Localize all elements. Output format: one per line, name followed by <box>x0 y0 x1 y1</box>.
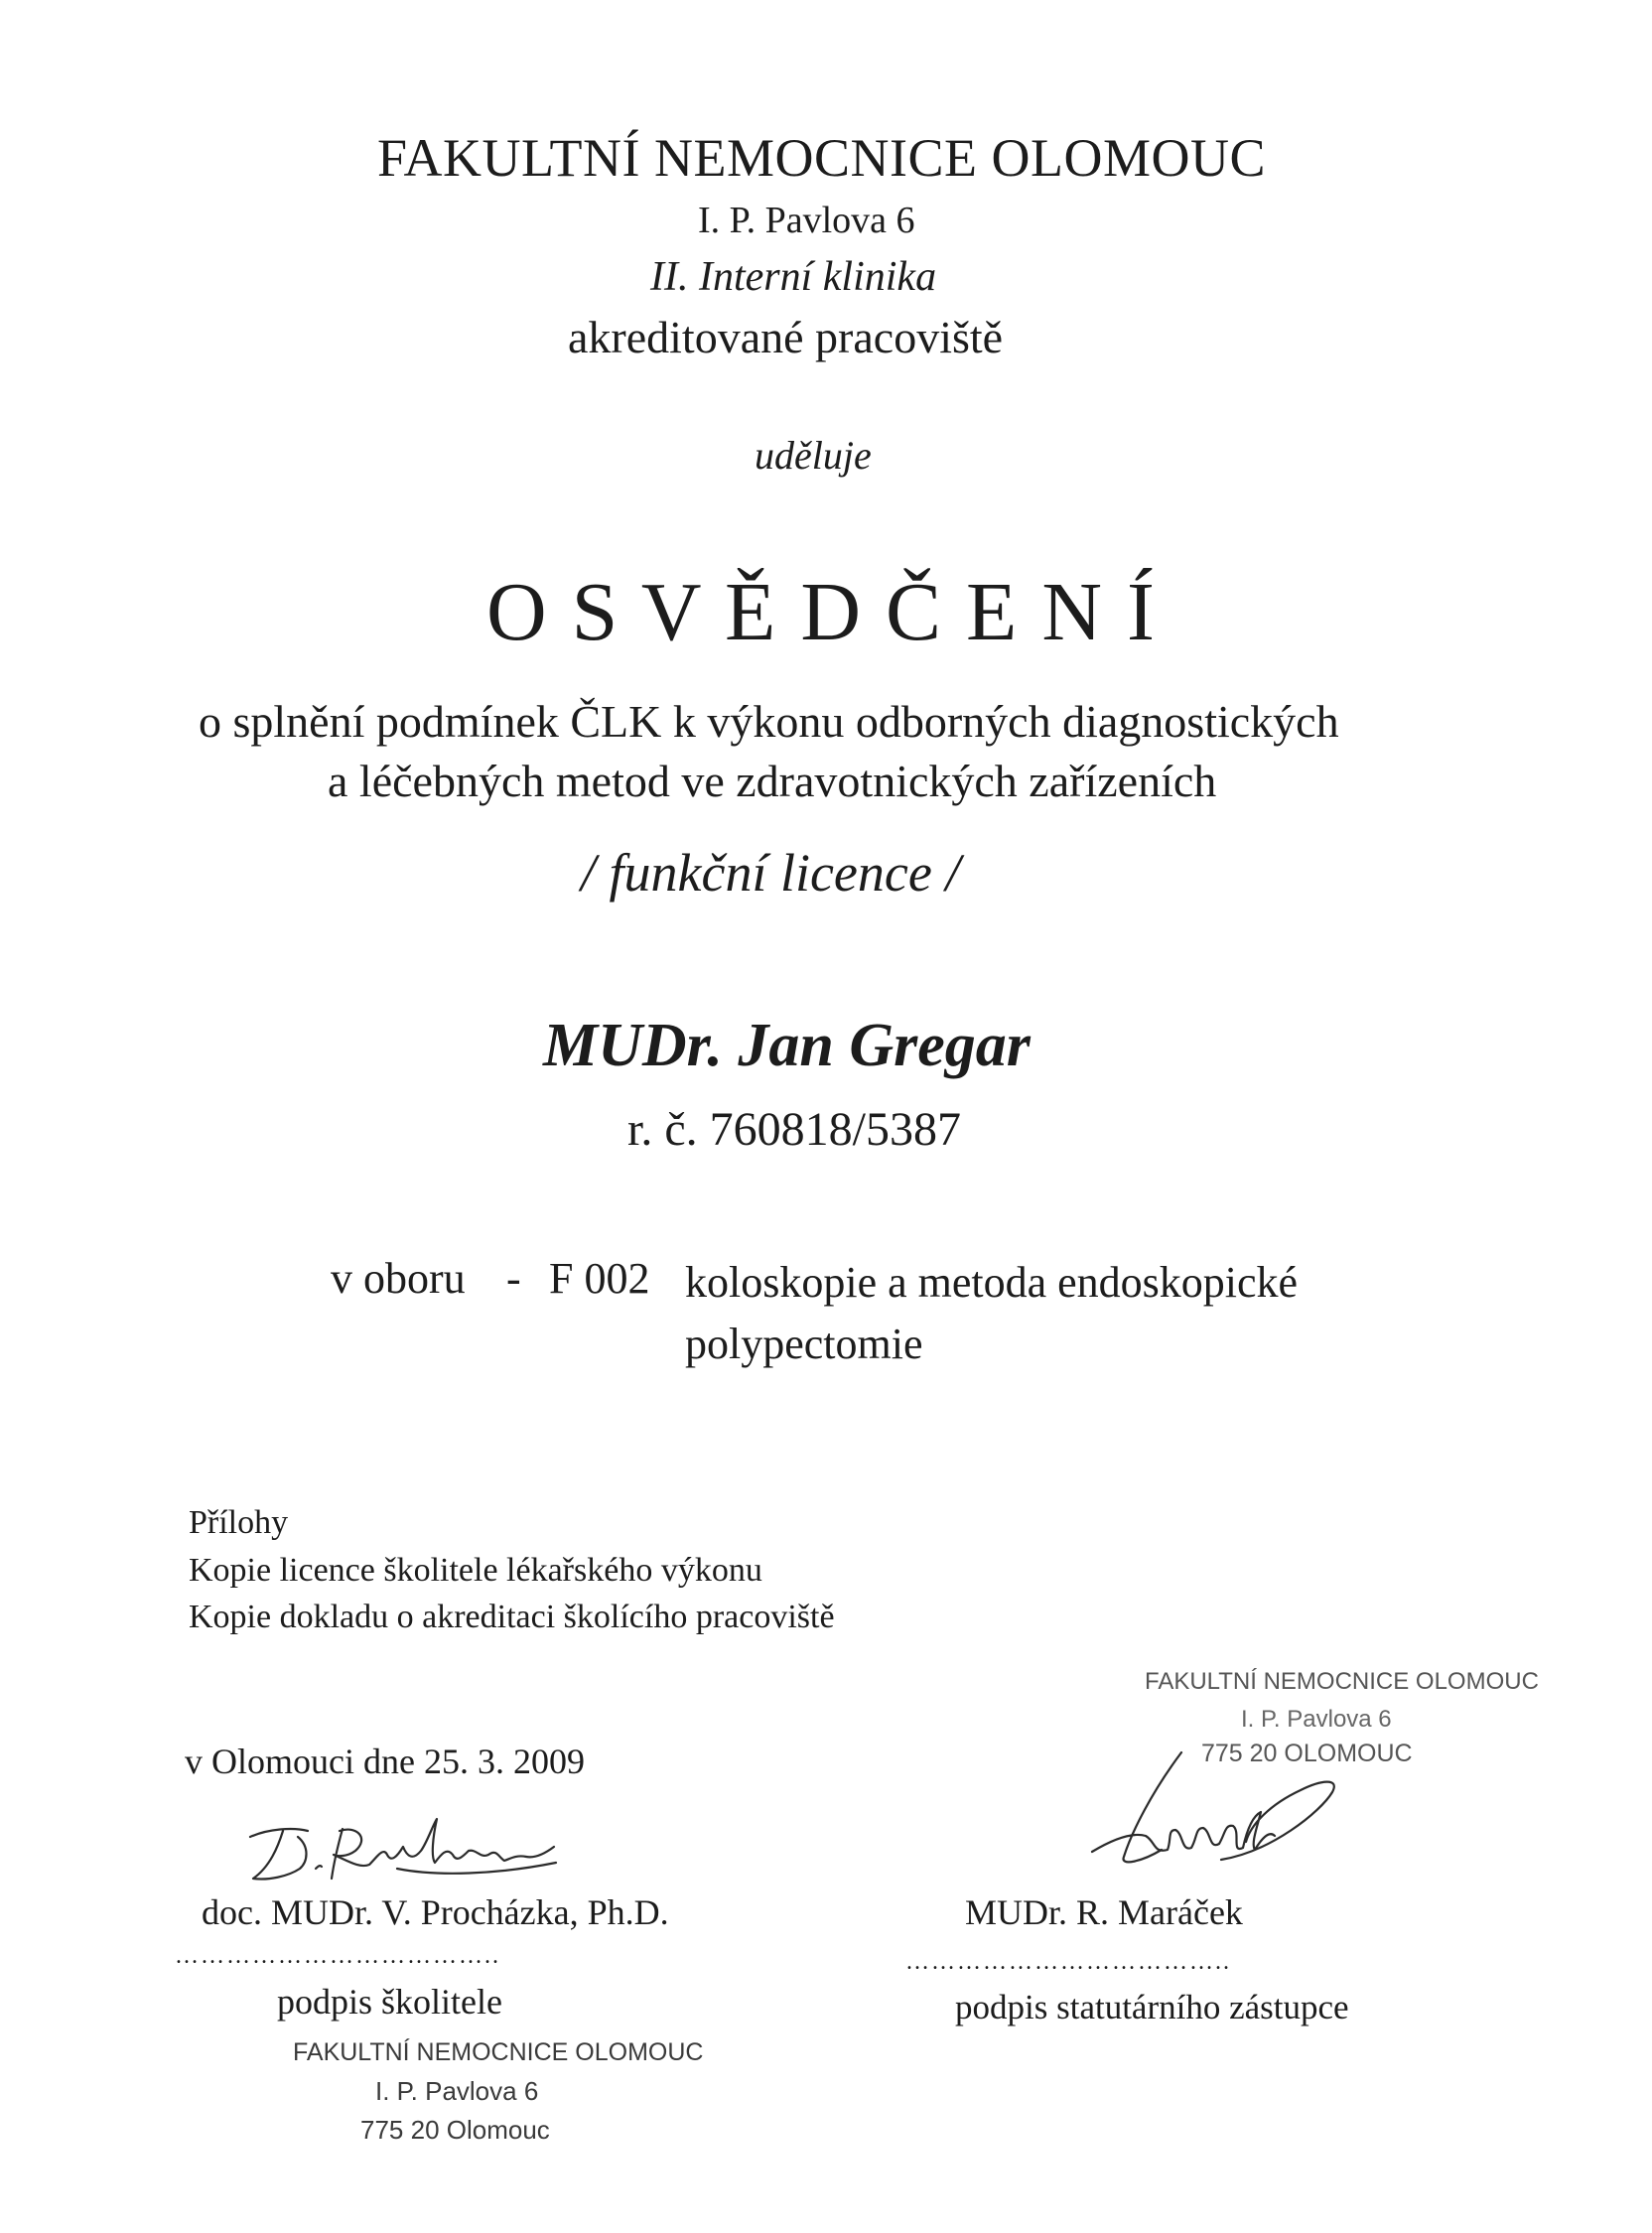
signature-maracek <box>1072 1733 1340 1891</box>
field-description-line-2: polypectomie <box>685 1320 923 1368</box>
institution-name: FAKULTNÍ NEMOCNICE OLOMOUC <box>377 128 1267 188</box>
attachment-item: Kopie dokladu o akreditaci školícího pracoviště <box>189 1599 835 1635</box>
field-description-line-1: koloskopie a metoda endoskopické <box>685 1258 1299 1307</box>
left-signature-caption: podpis školitele <box>277 1982 502 2022</box>
accreditation-label: akreditované pracoviště <box>568 312 1004 362</box>
signature-prochazka <box>238 1817 566 1886</box>
field-prefix: v oboru <box>331 1254 466 1303</box>
page-title: O S V Ě D Č E N Í <box>486 566 1157 658</box>
subtitle-line-1: o splnění podmínek ČLK k výkonu odborných diagnostických <box>199 696 1339 747</box>
attachment-item: Kopie licence školitele lékařského výkonu <box>189 1552 762 1589</box>
right-signatory-name: MUDr. R. Maráček <box>965 1892 1243 1932</box>
left-stamp-line-1: FAKULTNÍ NEMOCNICE OLOMOUC <box>293 2038 704 2066</box>
subtitle-line-2: a léčebných metod ve zdravotnických zařízeních <box>328 756 1217 806</box>
right-signature-caption: podpis statutárního zástupce <box>955 1988 1349 2026</box>
field-code: F 002 <box>549 1254 650 1303</box>
institution-address: I. P. Pavlova 6 <box>698 200 915 241</box>
attachments-heading: Přílohy <box>189 1504 289 1541</box>
clinic-name: II. Interní klinika <box>650 254 937 300</box>
birth-number: r. č. 760818/5387 <box>627 1103 961 1156</box>
left-stamp-line-3: 775 20 Olomouc <box>360 2115 550 2145</box>
right-stamp-line-1: FAKULTNÍ NEMOCNICE OLOMOUC <box>1145 1668 1539 1695</box>
left-signature-line: ……………………………….. <box>175 1943 500 1969</box>
grants-label: uděluje <box>755 433 872 478</box>
recipient-name: MUDr. Jan Gregar <box>543 1012 1031 1079</box>
left-stamp-line-2: I. P. Pavlova 6 <box>375 2076 539 2106</box>
right-stamp-line-3: 775 20 OLOMOUC <box>1201 1740 1413 1767</box>
right-signature-line: ……………………………….. <box>905 1949 1231 1975</box>
left-signatory-name: doc. MUDr. V. Procházka, Ph.D. <box>202 1892 669 1932</box>
license-type: / funkční licence / <box>581 843 961 903</box>
field-dash: - <box>506 1254 521 1303</box>
place-date: v Olomouci dne 25. 3. 2009 <box>185 1742 585 1781</box>
right-stamp-line-2: I. P. Pavlova 6 <box>1241 1706 1392 1733</box>
